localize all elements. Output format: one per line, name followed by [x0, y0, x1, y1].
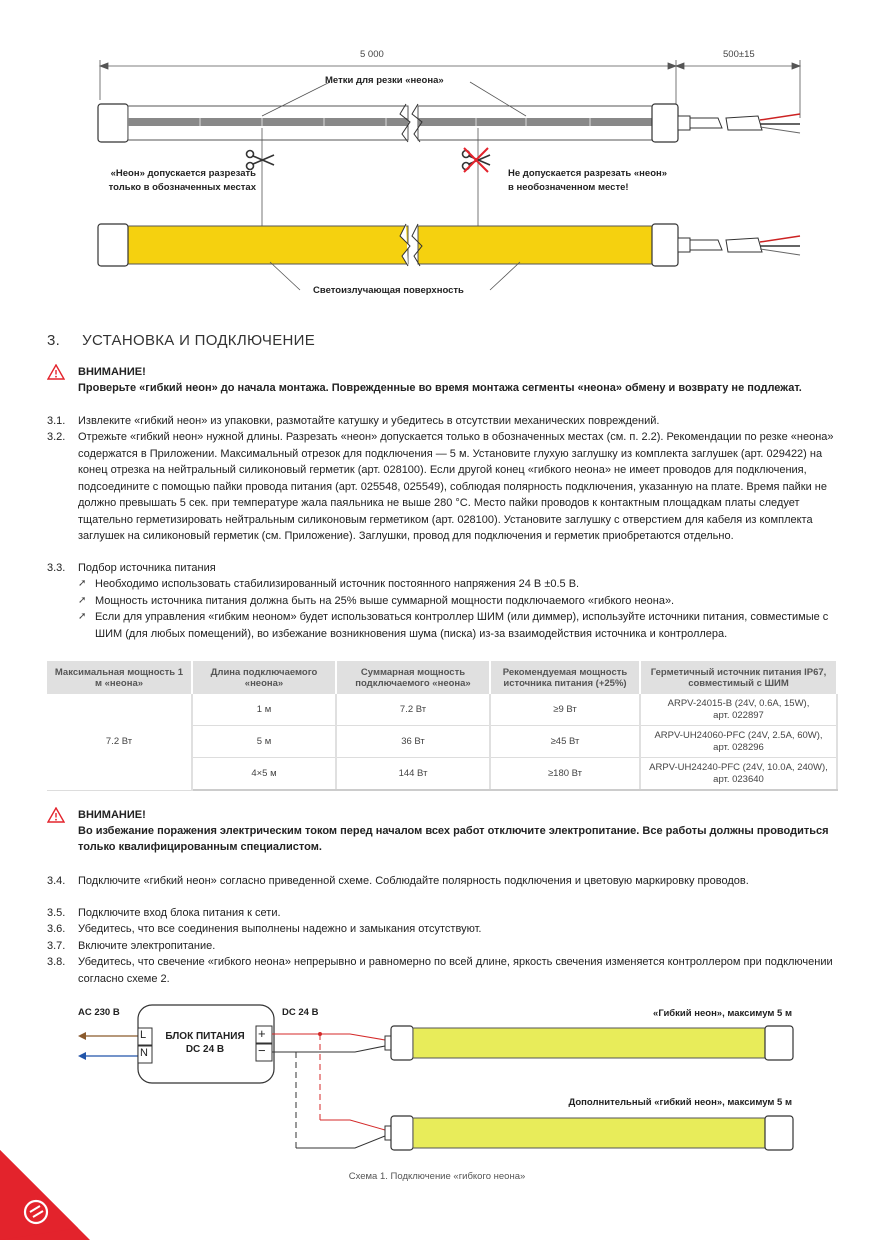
neon-2-label: Дополнительный «гибкий неон», максимум 5 м [568, 1097, 792, 1108]
neon-strip-1 [385, 1026, 793, 1060]
table-header-row [47, 661, 837, 694]
item-text: Подключите «гибкий неон» согласно приведенной схеме. Соблюдайте полярность подключения и цветовую маркировку проводов. [78, 875, 749, 887]
item-number: 3.3. [47, 562, 66, 574]
brand-logo-icon [0, 1150, 90, 1240]
neon-strip-yellow [98, 224, 800, 266]
cut-marks-label: Метки для резки «неона» [325, 75, 444, 86]
dimension-cable: 500±15 [723, 49, 755, 60]
cut-ok-note [86, 167, 256, 195]
table-cell: 5 м [192, 726, 336, 758]
cut-ok-line2: только в обозначенных местах [108, 182, 256, 193]
warning-triangle-icon [47, 364, 65, 380]
table-cell-psu [640, 694, 837, 726]
ac-label: AC 230 В [78, 1007, 120, 1018]
scissors-forbidden-icon [463, 148, 491, 172]
terminal-plus: + [258, 1026, 266, 1041]
diagram-caption: Схема 1. Подключение «гибкого неона» [348, 1171, 526, 1182]
item-text: Извлеките «гибкий неон» из упаковки, размотайте катушку и убедитесь в отсутствии механических повреждений. [78, 415, 660, 427]
item-text: Убедитесь, что все соединения выполнены надежно и замыкания отсутствуют. [78, 923, 482, 935]
item-number: 3.8. [47, 956, 66, 968]
warning-block-2 [47, 807, 847, 857]
arrow-bullet-icon: ➚ [78, 595, 87, 606]
neon-strip-2 [385, 1116, 793, 1150]
terminal-minus: − [258, 1043, 266, 1058]
warning-1-head: ВНИМАНИЕ! [78, 366, 146, 378]
table-cell: 144 Вт [336, 758, 490, 791]
psu-article: арт. 028296 [713, 741, 764, 753]
table-header: Герметичный источник питания IP67, совместимый с ШИМ [640, 661, 837, 694]
bullet-text: Необходимо использовать стабилизированный источник постоянного напряжения 24 В ±0.5 В. [95, 578, 580, 590]
table-header: Длина подключаемого «неона» [192, 661, 336, 694]
bullet-text: Мощность источника питания должна быть на 25% выше суммарной мощности подключаемого «гибкого неона». [95, 595, 675, 607]
table-cell: 4×5 м [192, 758, 336, 791]
table-cell-power-per-m: 7.2 Вт [47, 694, 192, 790]
table-cell: 7.2 Вт [336, 694, 490, 726]
cut-ok-line1: «Неон» допускается разрезать [110, 168, 256, 179]
warning-2-head: ВНИМАНИЕ! [78, 809, 146, 821]
table-row [47, 694, 837, 726]
table-cell: 36 Вт [336, 726, 490, 758]
item-text: Отрежьте «гибкий неон» нужной длины. Разрезать «неон» допускается только в обозначенных местах (см. п. 2.2). Рекомендации по резке «неона» содержатся в Приложении. Максимальный отрезок для подключения — 5 м. Установите глухую заглушку из комплекта заглушек (арт. 029422) на конец отрезка на нейтральный силиконовый герметик (арт. 028100). Если другой конец «гибкого неона» не имеет проводов для подключения, подсоедините с помощью пайки провода питания (арт. 025548, 025549), соблюдая полярность подключения, указанную на плате. Время пайки не должно превышать 5 сек. при температуре жала паяльника не выше 280 °С. Место пайки проводов к контактным площадкам платы следует тщательно герметизировать нейтральным силиконовым герметиком (арт. 028100). Установите заглушку с отверстием для кабеля из комплекта заглушек на силиконовый герметик (см. Приложение). Заглушки, провод для подключения и герметик приобретаются отдельно. [78, 431, 834, 542]
warning-1-body: Проверьте «гибкий неон» до начала монтажа. Поврежденные во время монтажа сегменты «неона» обмену и возврату не подлежат. [78, 382, 802, 394]
table-cell: 1 м [192, 694, 336, 726]
terminal-l: L [140, 1029, 147, 1041]
item-number: 3.5. [47, 907, 66, 919]
psu-article: арт. 022897 [713, 709, 764, 721]
item-text: Включите электропитание. [78, 940, 216, 952]
dimension-main: 5 000 [360, 49, 384, 60]
table-cell: ≥45 Вт [490, 726, 640, 758]
emitting-surface-label: Светоизлучающая поверхность [313, 285, 464, 296]
section-heading: УСТАНОВКА И ПОДКЛЮЧЕНИЕ [82, 332, 316, 349]
table-header: Суммарная мощность подключаемого «неона» [336, 661, 490, 694]
warning-block-1 [47, 364, 847, 398]
neon-1-label: «Гибкий неон», максимум 5 м [653, 1008, 792, 1019]
neon-cutting-diagram [0, 0, 874, 310]
section-title [47, 332, 315, 349]
arrow-bullet-icon: ➚ [78, 611, 87, 622]
psu-article: арт. 023640 [713, 773, 764, 785]
table-header: Максимальная мощность 1 м «неона» [47, 661, 192, 694]
table-cell: ≥9 Вт [490, 694, 640, 726]
terminal-n: N [140, 1047, 148, 1059]
item-number: 3.2. [47, 431, 66, 443]
psu-model: ARPV-UH24240-PFC (24V, 10.0A, 240W), [649, 761, 828, 773]
wiring-diagram [0, 995, 874, 1170]
bullet-text: Если для управления «гибким неоном» будет использоваться контроллер ШИМ (или диммер), используйте источники питания, совместимые с ШИМ (для любых помещений), во избежание возникновения шума (писка) из-за взаимодействия источника и контроллера. [95, 611, 829, 640]
psu-model: ARPV-24015-B (24V, 0.6A, 15W), [667, 697, 810, 709]
item-text: Подбор источника питания [78, 562, 216, 574]
psu-label [155, 1030, 255, 1056]
cut-no-note [508, 167, 708, 195]
table-cell-psu [640, 726, 837, 758]
cut-no-line2: в необозначенном месте! [508, 182, 629, 193]
item-number: 3.1. [47, 415, 66, 427]
psu-model: ARPV-UH24060-PFC (24V, 2.5A, 60W), [654, 729, 823, 741]
item-number: 3.4. [47, 875, 66, 887]
table-cell: ≥180 Вт [490, 758, 640, 791]
power-supply-table [47, 661, 838, 791]
table-header: Рекомендуемая мощность источника питания (+25%) [490, 661, 640, 694]
warning-triangle-icon [47, 807, 65, 823]
arrow-bullet-icon: ➚ [78, 578, 87, 589]
section-number: 3. [47, 332, 61, 349]
psu-label-line2: DC 24 В [185, 1044, 225, 1055]
neon-strip-top [98, 104, 800, 142]
cut-no-line1: Не допускается разрезать «неон» [508, 168, 668, 179]
warning-2-body: Во избежание поражения электрическим током перед началом всех работ отключите электропитание. Все работы должны проводиться только квалифицированным специалистом. [78, 825, 829, 853]
item-text: Подключите вход блока питания к сети. [78, 907, 281, 919]
table-cell-psu [640, 758, 837, 791]
psu-label-line1: БЛОК ПИТАНИЯ [165, 1031, 245, 1042]
item-text: Убедитесь, что свечение «гибкого неона» непрерывно и равномерно по всей длине, яркость свечения изменяется контроллером при подключении согласно схеме 2. [78, 956, 833, 985]
dc-label: DC 24 В [282, 1007, 319, 1018]
item-number: 3.6. [47, 923, 66, 935]
item-number: 3.7. [47, 940, 66, 952]
